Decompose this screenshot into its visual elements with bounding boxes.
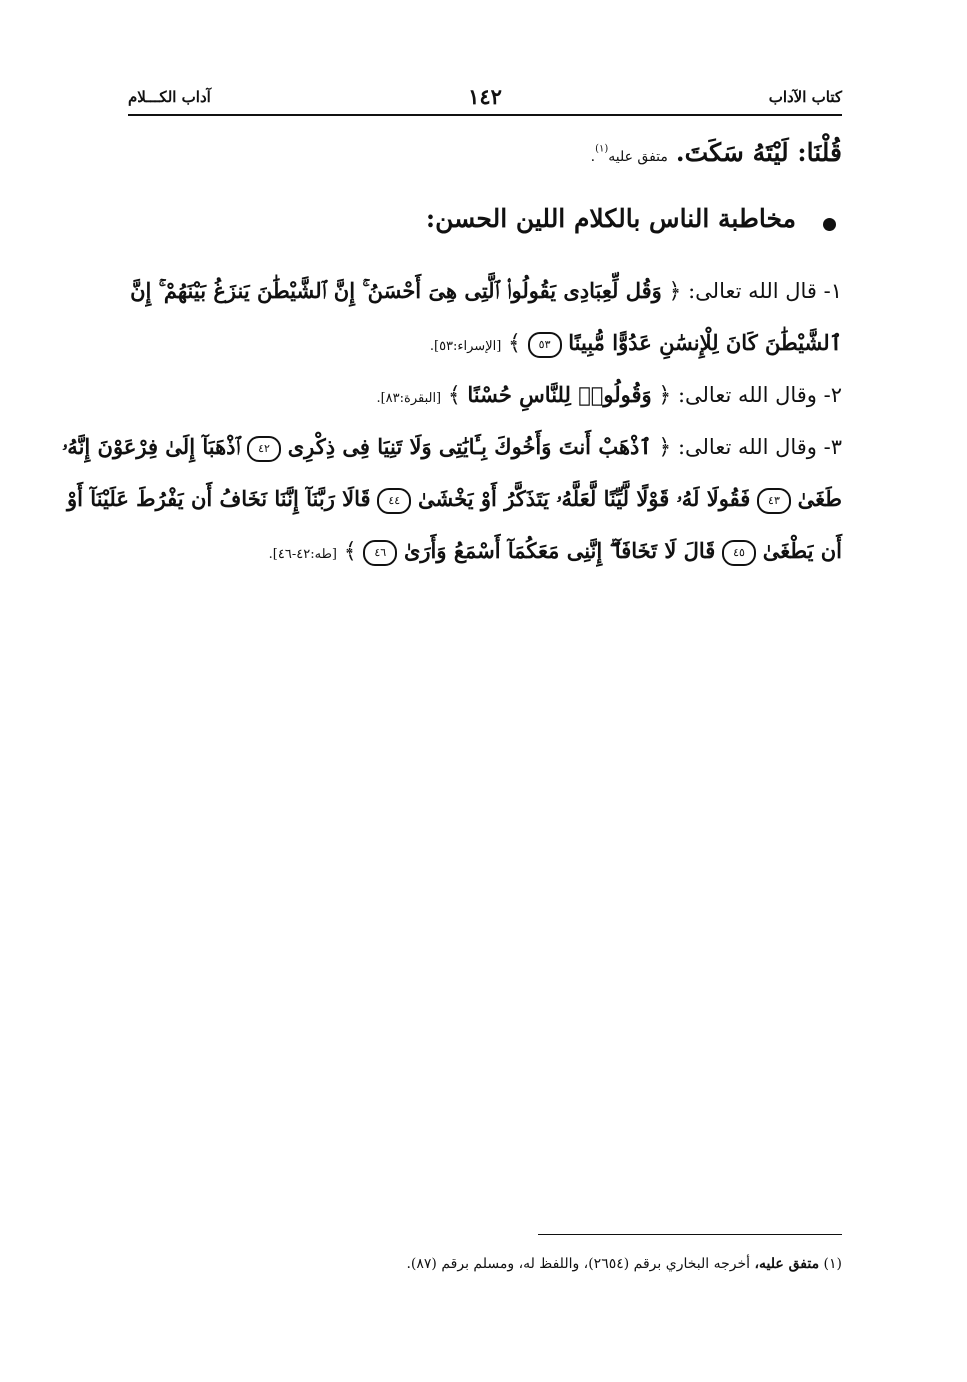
ayah-number-badge: ٤٥ — [722, 540, 756, 566]
verse-3-text-2b: فَقُولَا لَهُۥ قَوْلًا لَّيِّنًا لَّعَلَّهُۥ يَتَذَكَّرُ أَوْ يَخْشَىٰ — [417, 486, 751, 511]
close-bracket-icon: ﴾ — [343, 539, 357, 564]
ayah-number-badge: ٤٢ — [247, 436, 281, 462]
verse-2-line-1 — [128, 368, 842, 420]
close-bracket-icon: ﴾ — [508, 331, 521, 356]
verse-3-line-3 — [128, 524, 842, 576]
verse-2 — [128, 368, 842, 420]
bullet-icon — [823, 218, 836, 231]
verse-3-text-1b: ٱذْهَبَآ إِلَىٰ فِرْعَوْنَ إِنَّهُۥ — [62, 434, 241, 459]
verse-1-line-1 — [128, 264, 842, 316]
footnote-separator — [538, 1234, 842, 1235]
footnote-bold: متفق عليه، — [754, 1256, 820, 1272]
open-bracket-icon: ﴿ — [668, 279, 682, 304]
heading-text: مخاطبة الناس بالكلام اللين الحسن: — [425, 204, 796, 233]
verse-1-lead: ١- قال الله تعالى: — [688, 279, 842, 303]
verse-1-reference: [الإسراء:٥٣]. — [429, 339, 502, 354]
verse-1 — [128, 264, 842, 368]
footnote-text: أخرجه البخاري برقم (٢٦٥٤)، واللفظ له، ومسلم برقم (٨٧). — [406, 1256, 751, 1272]
ayah-number-badge: ٥٣ — [528, 332, 562, 358]
intro-quote: قُلْنَا: لَيْتَهُ سَكَتَ. — [675, 138, 842, 167]
open-bracket-icon: ﴿ — [658, 383, 672, 408]
verse-2-lead: ٢- وقال الله تعالى: — [677, 383, 842, 407]
verse-2-reference: [البقرة:٨٣]. — [376, 391, 442, 406]
chapter-title: آداب الكـــلام — [128, 88, 211, 106]
verse-1-text-line-1: وَقُل لِّعِبَادِى يَقُولُوا۟ ٱلَّتِى هِىَ أَحْسَنُ ۚ إِنَّ ٱلشَّيْطَٰنَ يَنزَغُ بَيْنَهُمْ ۚ إِنَّ — [130, 278, 662, 303]
verse-2-text: وَقُولُوا۟ لِلنَّاسِ حُسْنًا — [467, 382, 652, 407]
verse-3-line-2 — [67, 472, 842, 524]
verse-1-line-2 — [128, 316, 842, 368]
ayah-number-badge: ٤٤ — [377, 488, 411, 514]
ayah-number-badge: ٤٣ — [757, 488, 791, 514]
footnote-marker: (١) — [823, 1256, 842, 1272]
header-rule — [128, 114, 842, 116]
verse-3-line-1 — [62, 420, 842, 472]
verse-3 — [62, 420, 842, 576]
intro-line — [128, 138, 842, 198]
verse-3-text-2a: طَغَىٰ — [797, 486, 842, 511]
close-bracket-icon: ﴾ — [447, 383, 461, 408]
intro-end: . — [590, 149, 596, 165]
open-bracket-icon: ﴿ — [658, 435, 672, 460]
verse-3-text-2c: قَالَا رَبَّنَآ إِنَّنَا نَخَافُ أَن يَفْرُطَ عَلَيْنَآ أَوْ — [67, 486, 371, 511]
agreed-text: متفق عليه — [608, 149, 668, 165]
verse-1-text-line-2: ٱلشَّيْطَٰنَ كَانَ لِلْإِنسَٰنِ عَدُوًّا مُّبِينًا — [568, 330, 842, 355]
page-number: ١٤٢ — [468, 84, 502, 109]
ayah-number-badge: ٤٦ — [363, 540, 397, 566]
verse-3-text-3a: أَن يَطْغَىٰ — [762, 538, 842, 563]
section-heading — [128, 204, 842, 264]
book-title: كتاب الآداب — [768, 88, 842, 106]
footnote-ref[interactable]: (١) — [595, 143, 609, 155]
verse-3-text-1a: ٱذْهَبْ أَنتَ وَأَخُوكَ بِـَٔايَٰتِى وَلَا تَنِيَا فِى ذِكْرِى — [287, 434, 652, 459]
footnote — [128, 1256, 842, 1272]
page-header — [128, 84, 842, 116]
verse-3-text-3b: قَالَ لَا تَخَافَآ ۖ إِنَّنِى مَعَكُمَآ أَسْمَعُ وَأَرَىٰ — [403, 538, 716, 563]
main-content — [62, 138, 842, 576]
verse-3-lead: ٣- وقال الله تعالى: — [677, 435, 842, 459]
verse-3-reference: [طه:٤٢-٤٦]. — [268, 547, 338, 562]
